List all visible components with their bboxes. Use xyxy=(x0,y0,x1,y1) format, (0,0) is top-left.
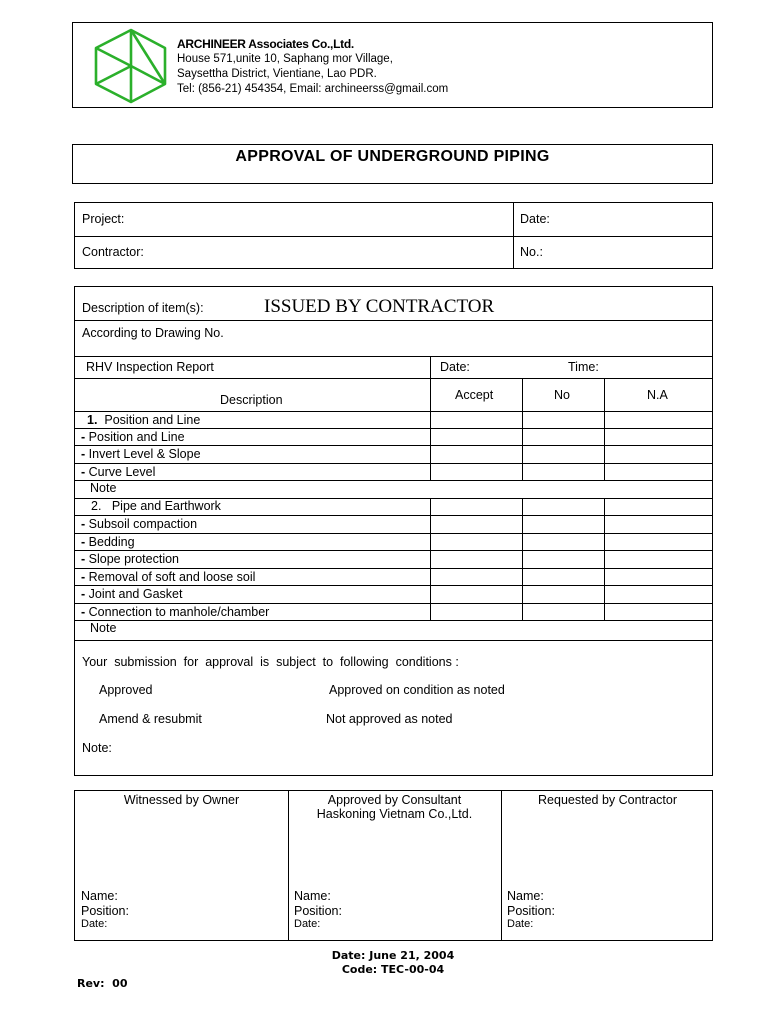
company-logo-icon xyxy=(91,26,171,106)
company-address-line1: House 571,unite 10, Saphang mor Village, xyxy=(177,53,393,65)
project-label: Project: xyxy=(82,212,125,226)
checklist-item: - Invert Level & Slope xyxy=(81,447,201,461)
checklist-heading-1: 1. Position and Line xyxy=(87,413,201,427)
note-label: Note xyxy=(90,621,117,635)
signature-position-label: Position: xyxy=(294,904,342,918)
checklist-item: - Joint and Gasket xyxy=(81,587,183,601)
signature-box xyxy=(74,790,713,941)
checklist-item: - Removal of soft and loose soil xyxy=(81,570,256,584)
contractor-label: Contractor: xyxy=(82,245,144,259)
date-label: Date: xyxy=(520,212,550,226)
signature-name-label: Name: xyxy=(507,889,544,903)
footer-code: Code: TEC-00-04 xyxy=(341,963,445,976)
col-no: No xyxy=(554,388,570,402)
company-name: ARCHINEER Associates Co.,Ltd. xyxy=(177,37,354,51)
signature-position-label: Position: xyxy=(507,904,555,918)
checklist-heading-2: 2. Pipe and Earthwork xyxy=(91,499,221,513)
conditions-note-label: Note: xyxy=(82,741,112,755)
description-items-label: Description of item(s): xyxy=(82,301,204,315)
number-label: No.: xyxy=(520,245,543,259)
inspection-box xyxy=(74,286,713,776)
company-contact: Tel: (856-21) 454354, Email: archineerss@gmail.com xyxy=(177,83,449,95)
checklist-item: - Curve Level xyxy=(81,465,156,479)
issued-by-contractor: ISSUED BY CONTRACTOR xyxy=(264,296,495,317)
company-address-line2: Saysettha District, Vientiane, Lao PDR. xyxy=(177,68,377,80)
drawing-number-label: According to Drawing No. xyxy=(82,326,224,340)
checklist-item: - Connection to manhole/chamber xyxy=(81,605,270,619)
signature-name-label: Name: xyxy=(81,889,118,903)
checklist-item: - Position and Line xyxy=(81,430,185,444)
checklist-item: - Bedding xyxy=(81,535,135,549)
conditions-intro: Your submission for approval is subject to following conditions : xyxy=(82,655,459,669)
option-amend-resubmit: Amend & resubmit xyxy=(99,712,202,726)
col-na: N.A xyxy=(647,388,668,402)
checklist-item: - Slope protection xyxy=(81,552,179,566)
signature-name-label: Name: xyxy=(294,889,331,903)
signature-position-label: Position: xyxy=(81,904,129,918)
checklist-item: - Subsoil compaction xyxy=(81,517,198,531)
option-approved-on-condition: Approved on condition as noted xyxy=(329,683,505,697)
signature-owner-heading: Witnessed by Owner xyxy=(123,793,240,807)
signature-date-label: Date: xyxy=(81,918,108,930)
note-label: Note xyxy=(90,481,117,495)
footer-date: Date: June 21, 2004 xyxy=(331,949,455,962)
col-accept: Accept xyxy=(455,388,494,402)
signature-consultant-heading: Approved by Consultant Haskoning Vietnam Co.,Ltd. xyxy=(316,793,473,821)
rhv-time-label: Time: xyxy=(568,360,599,374)
option-approved: Approved xyxy=(99,683,153,697)
footer-revision: Rev: 00 xyxy=(77,977,128,990)
rhv-report-label: RHV Inspection Report xyxy=(86,360,214,374)
signature-contractor-heading: Requested by Contractor xyxy=(538,793,677,807)
company-header xyxy=(72,22,713,108)
page-title: APPROVAL OF UNDERGROUND PIPING xyxy=(235,148,550,165)
rhv-date-label: Date: xyxy=(440,360,470,374)
col-description: Description xyxy=(220,393,283,407)
title-box xyxy=(72,144,713,184)
signature-date-label: Date: xyxy=(294,918,321,930)
signature-date-label: Date: xyxy=(507,918,534,930)
option-not-approved: Not approved as noted xyxy=(326,712,453,726)
project-info-box xyxy=(74,202,713,269)
